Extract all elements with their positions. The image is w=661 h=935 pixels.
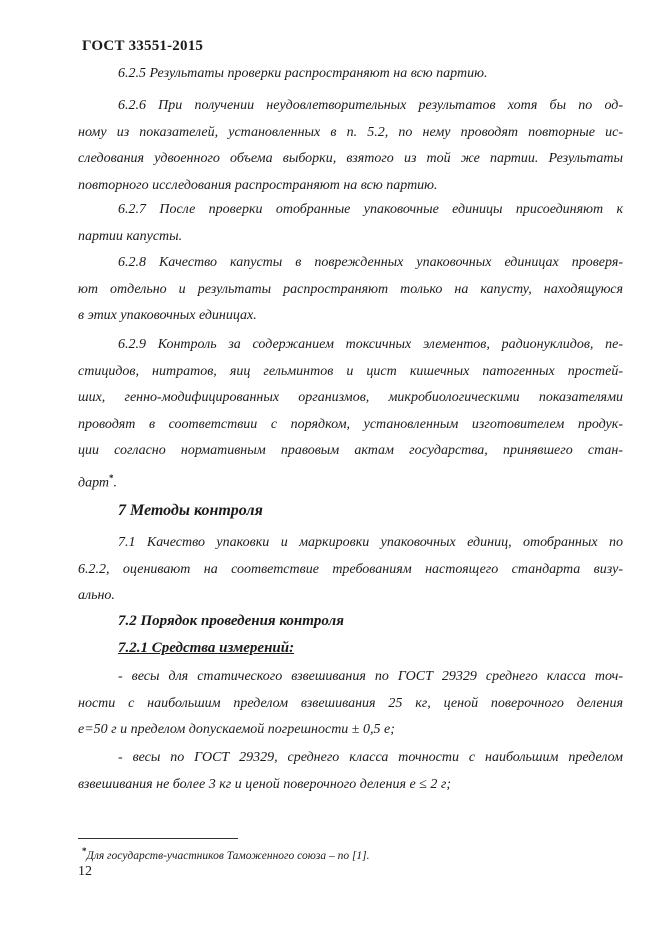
section-heading-7-2-1: 7.2.1 Средства измерений:: [118, 640, 295, 656]
text-line: e=50 г и пределом допускаемой погрешности ± 0,5 e;: [78, 722, 395, 737]
paragraph-6-2-6: [78, 93, 623, 199]
text-line: 7.1 Качество упаковки и маркировки упаковочных единиц, отобранных по: [118, 535, 623, 550]
text-line: ют отдельно и результаты распространяют только на капусту, находящуюся: [78, 281, 623, 297]
text-line: партии капусты.: [78, 228, 183, 244]
text-line: в этих упаковочных единицах.: [78, 308, 257, 323]
section-heading-7: 7 Методы контроля: [118, 502, 263, 519]
footnote-mark: *: [82, 846, 87, 856]
page-number: 12: [78, 864, 92, 879]
text-line: стицидов, нитратов, яиц гельминтов и цист кишечных патогенных простей-: [78, 363, 623, 379]
text-fragment: .: [113, 475, 118, 491]
text-line: проводят в соответствии с порядком, установленным изготовителем продук-: [78, 416, 623, 432]
document-header: ГОСТ 33551-2015: [82, 38, 204, 54]
paragraph-6-2-5: [78, 61, 623, 88]
text-line: взвешивания не более 3 кг и ценой поверочного деления e ≤ 2 г;: [78, 776, 451, 792]
text-line: 6.2.6 При получении неудовлетворительных результатов хотя бы по од-: [118, 98, 623, 113]
text-line: - весы по ГОСТ 29329, среднего класса точности с наибольшим пределом: [118, 750, 623, 765]
paragraph-7-1: [78, 530, 623, 610]
text-line: ально.: [78, 588, 115, 603]
text-line: - весы для статического взвешивания по ГОСТ 29329 среднего класса точ-: [118, 669, 623, 684]
paragraph-6-2-9: [78, 332, 623, 497]
text-line: 6.2.7 После проверки отобранные упаковочные единицы присоединяют к: [118, 202, 623, 217]
text-line: повторного исследования распространяют на всю партию.: [78, 177, 438, 193]
text-line: 6.2.5 Результаты проверки распространяют на всю партию.: [118, 66, 488, 81]
paragraph-6-2-8: [78, 250, 623, 330]
text-line: [78, 465, 623, 497]
text-fragment: дарт: [78, 475, 110, 491]
text-line: ности с наибольшим пределом взвешивания 25 кг, ценой поверочного деления: [78, 695, 623, 711]
footnote-reference: *: [109, 472, 114, 483]
text-line: следования удвоенного объема выборки, взятого из той же партии. Результаты: [78, 151, 623, 166]
footnote-separator: [78, 838, 238, 839]
text-line: ших, генно-модифицированных организмов, микробиологическими показателями: [78, 390, 623, 405]
text-line: 6.2.2, оценивают на соответствие требованиям настоящего стандарта визу-: [78, 561, 623, 577]
text-line: ному из показателей, установленных в п. 5.2, по нему проводят повторные ис-: [78, 124, 623, 140]
footnote-text: Для государств-участников Таможенного союза – по [1].: [86, 849, 370, 862]
section-heading-7-2: 7.2 Порядок проведения контроля: [118, 613, 344, 629]
footnote: [82, 846, 370, 862]
text-line: 6.2.9 Контроль за содержанием токсичных элементов, радионуклидов, пе-: [118, 337, 623, 352]
text-line: 6.2.8 Качество капусты в поврежденных упаковочных единицах проверя-: [118, 255, 623, 270]
list-item-scales-2: [78, 745, 623, 798]
paragraph-6-2-7: [78, 197, 623, 250]
list-item-scales-1: [78, 664, 623, 744]
text-line: ции согласно нормативным правовым актам государства, принявшего стан-: [78, 443, 623, 458]
